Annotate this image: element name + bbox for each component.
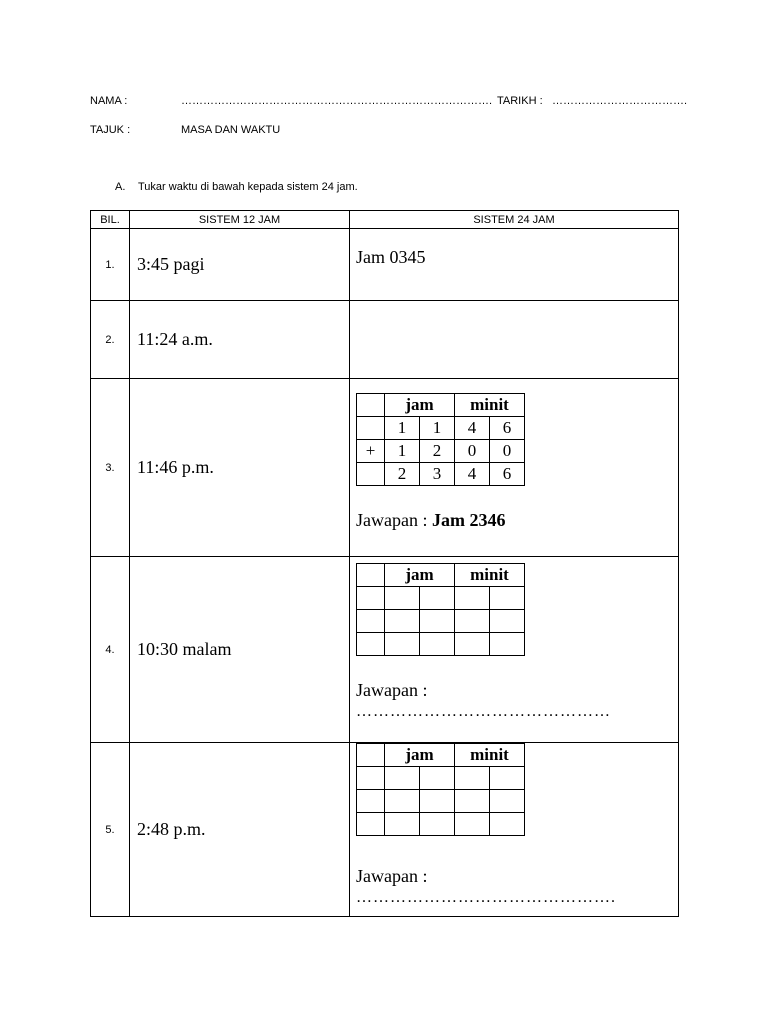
grid-input-cell[interactable] xyxy=(490,790,525,813)
header-sistem-12: SISTEM 12 JAM xyxy=(130,211,350,229)
grid-head-jam: jam xyxy=(385,394,455,417)
jawapan xyxy=(356,510,678,531)
section-instruction: Tukar waktu di bawah kepada sistem 24 jam. xyxy=(138,181,358,193)
calc-grid xyxy=(356,743,525,836)
tarikh-label: TARIKH : xyxy=(497,95,543,107)
jawapan-blank[interactable]: ……………………………………… xyxy=(356,703,611,720)
grid-head-jam: jam xyxy=(385,564,455,587)
grid-input-cell[interactable] xyxy=(455,633,490,656)
row-number: 1. xyxy=(91,229,130,301)
row-number: 5. xyxy=(91,743,130,917)
grid-input-cell[interactable] xyxy=(490,633,525,656)
calc-grid xyxy=(356,563,525,656)
grid-cell: 6 xyxy=(490,417,525,440)
nama-label: NAMA : xyxy=(90,95,128,107)
grid-input-cell[interactable] xyxy=(357,767,385,790)
grid-input-cell[interactable] xyxy=(420,767,455,790)
answer-cell xyxy=(350,557,679,743)
time-12h: 11:46 p.m. xyxy=(130,379,350,557)
tajuk-value: MASA DAN WAKTU xyxy=(181,124,281,136)
calc-grid xyxy=(356,393,525,486)
answer-cell[interactable] xyxy=(350,229,679,301)
answer-cell[interactable] xyxy=(350,301,679,379)
table-row xyxy=(91,557,679,743)
grid-input-cell[interactable] xyxy=(357,587,385,610)
time-12h: 3:45 pagi xyxy=(130,229,350,301)
grid-cell: 1 xyxy=(385,417,420,440)
row-number: 2. xyxy=(91,301,130,379)
grid-head-minit: minit xyxy=(455,394,525,417)
grid-cell xyxy=(357,744,385,767)
grid-input-cell[interactable] xyxy=(357,813,385,836)
grid-cell: 4 xyxy=(455,417,490,440)
time-12h: 2:48 p.m. xyxy=(130,743,350,917)
grid-cell xyxy=(357,417,385,440)
grid-input-cell[interactable] xyxy=(385,767,420,790)
grid-cell xyxy=(357,463,385,486)
grid-input-cell[interactable] xyxy=(455,767,490,790)
grid-cell: 0 xyxy=(455,440,490,463)
grid-input-cell[interactable] xyxy=(490,610,525,633)
header-bil: BIL. xyxy=(91,211,130,229)
tarikh-field[interactable]: ………………………………. xyxy=(552,95,688,107)
grid-cell: + xyxy=(357,440,385,463)
grid-cell: 6 xyxy=(490,463,525,486)
grid-cell xyxy=(357,564,385,587)
grid-input-cell[interactable] xyxy=(455,610,490,633)
answer-cell xyxy=(350,379,679,557)
table-header-row xyxy=(91,211,679,229)
grid-cell: 3 xyxy=(420,463,455,486)
grid-cell: 0 xyxy=(490,440,525,463)
grid-input-cell[interactable] xyxy=(357,790,385,813)
grid-input-cell[interactable] xyxy=(385,610,420,633)
grid-input-cell[interactable] xyxy=(385,790,420,813)
grid-input-cell[interactable] xyxy=(385,813,420,836)
answer-text: Jam 0345 xyxy=(356,247,426,267)
jawapan-blank[interactable]: ………………………………………. xyxy=(356,889,616,906)
nama-field[interactable]: …………………………………………………………………………. xyxy=(181,95,493,107)
grid-head-minit: minit xyxy=(455,744,525,767)
grid-input-cell[interactable] xyxy=(357,610,385,633)
table-row xyxy=(91,301,679,379)
conversion-table xyxy=(90,210,679,917)
grid-cell: 1 xyxy=(385,440,420,463)
grid-input-cell[interactable] xyxy=(455,587,490,610)
table-row xyxy=(91,743,679,917)
grid-input-cell[interactable] xyxy=(385,633,420,656)
grid-input-cell[interactable] xyxy=(357,633,385,656)
section-letter: A. xyxy=(115,181,126,193)
grid-input-cell[interactable] xyxy=(490,767,525,790)
grid-head-jam: jam xyxy=(385,744,455,767)
jawapan-label: Jawapan : xyxy=(356,680,428,700)
time-12h: 11:24 a.m. xyxy=(130,301,350,379)
tajuk-label: TAJUK : xyxy=(90,124,131,136)
grid-cell: 1 xyxy=(420,417,455,440)
grid-input-cell[interactable] xyxy=(490,587,525,610)
answer-cell xyxy=(350,743,679,917)
grid-input-cell[interactable] xyxy=(455,813,490,836)
row-number: 3. xyxy=(91,379,130,557)
grid-head-minit: minit xyxy=(455,564,525,587)
jawapan-label: Jawapan : xyxy=(356,866,428,886)
grid-input-cell[interactable] xyxy=(420,633,455,656)
time-12h: 10:30 malam xyxy=(130,557,350,743)
grid-input-cell[interactable] xyxy=(420,790,455,813)
grid-cell xyxy=(357,394,385,417)
row-number: 4. xyxy=(91,557,130,743)
grid-input-cell[interactable] xyxy=(420,610,455,633)
jawapan-value: Jam 2346 xyxy=(431,510,506,530)
header-sistem-24: SISTEM 24 JAM xyxy=(350,211,679,229)
grid-cell: 2 xyxy=(385,463,420,486)
grid-input-cell[interactable] xyxy=(420,813,455,836)
grid-input-cell[interactable] xyxy=(490,813,525,836)
grid-cell: 4 xyxy=(455,463,490,486)
grid-input-cell[interactable] xyxy=(455,790,490,813)
grid-input-cell[interactable] xyxy=(385,587,420,610)
grid-cell: 2 xyxy=(420,440,455,463)
grid-input-cell[interactable] xyxy=(420,587,455,610)
table-row xyxy=(91,229,679,301)
jawapan-label: Jawapan : xyxy=(356,510,432,530)
table-row xyxy=(91,379,679,557)
